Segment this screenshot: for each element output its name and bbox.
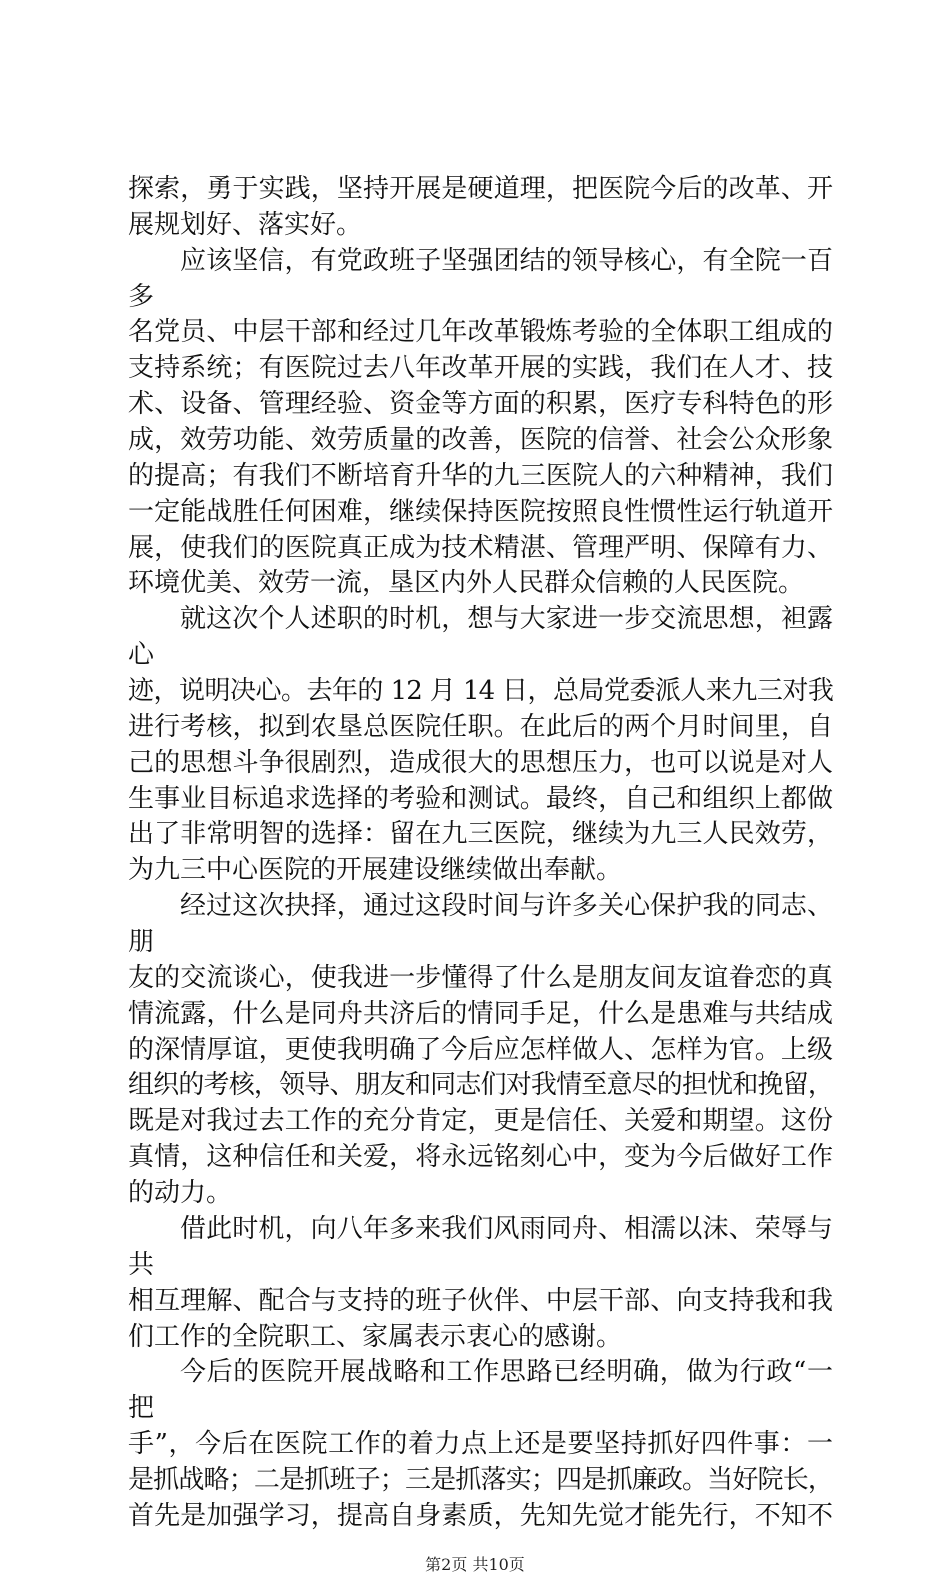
text-line: 探索，勇于实践，坚持开展是硬道理，把医院今后的改革、开: [128, 174, 833, 204]
text-line: 应该坚信，有党政班子坚强团结的领导核心，有全院一百多: [128, 245, 833, 312]
text-line: 一定能战胜任何困难，继续保持医院按照良性惯性运行轨道开: [128, 496, 833, 527]
text-line: 们工作的全院职工、家属表示衷心的感谢。: [128, 1321, 623, 1352]
text-line: 名党员、中层干部和经过几年改革锻炼考验的全体职工组成的: [128, 317, 833, 348]
text-line: 相互理解、配合与支持的班子伙伴、中层干部、向支持我和我: [128, 1285, 833, 1316]
document-body: [128, 0, 833, 1535]
text-line: 是抓战略；二是抓班子；三是抓落实；四是抓廉政。当好院长，: [128, 1464, 833, 1495]
paragraph: [128, 1212, 833, 1355]
paragraph: [128, 1355, 833, 1534]
text-line: 迹，说明决心。去年的 12 月 14 日，总局党委派人来九三对我: [128, 676, 833, 707]
text-line: 首先是加强学习，提高自身素质，先知先觉才能先行，不知不: [128, 1500, 833, 1531]
text-line: 支持系统；有医院过去八年改革开展的实践，我们在人才、技: [128, 353, 833, 384]
text-line: 的动力。: [128, 1178, 233, 1209]
text-line: 己的思想斗争很剧烈，造成很大的思想压力，也可以说是对人: [128, 747, 833, 778]
paragraph: [128, 602, 833, 889]
text-line: 真情，这种信任和关爱，将永远铭刻心中，变为今后做好工作: [128, 1142, 833, 1173]
text-line: 手”，今后在医院工作的着力点上还是要坚持抓好四件事：一: [128, 1429, 833, 1460]
text-line: 的深情厚谊，更使我明确了今后应怎样做人、怎样为官。上级: [128, 1034, 833, 1065]
page-footer: 第2页 共10页: [425, 1554, 525, 1574]
text-line: 组织的考核，领导、朋友和同志们对我情至意尽的担忧和挽留，: [128, 1070, 833, 1101]
text-line: 就这次个人述职的时机，想与大家进一步交流思想，袒露心: [128, 604, 833, 671]
text-line: 出了非常明智的选择：留在九三医院，继续为九三人民效劳，: [128, 819, 833, 850]
text-line: 展，使我们的医院真正成为技术精湛、管理严明、保障有力、: [128, 532, 833, 563]
text-line: 为九三中心医院的开展建设继续做出奉献。: [128, 855, 623, 886]
text-line: 经过这次抉择，通过这段时间与许多关心保护我的同志、朋: [128, 891, 833, 958]
text-line: 展规划好、落实好。: [128, 209, 363, 240]
text-line: 环境优美、效劳一流，垦区内外人民群众信赖的人民医院。: [128, 568, 805, 599]
paragraph: [128, 889, 833, 1212]
paragraph: [128, 244, 833, 603]
text-line: 借此时机，向八年多来我们风雨同舟、相濡以沫、荣辱与共: [128, 1213, 833, 1280]
text-line: 情流露，什么是同舟共济后的情同手足，什么是患难与共结成: [128, 998, 833, 1029]
text-line: 今后的医院开展战略和工作思路已经明确，做为行政“一把: [128, 1357, 833, 1424]
text-line: 既是对我过去工作的充分肯定，更是信任、关爱和期望。这份: [128, 1106, 833, 1137]
text-line: 术、设备、管理经验、资金等方面的积累，医疗专科特色的形: [128, 389, 833, 420]
text-line: 进行考核，拟到农垦总医院任职。在此后的两个月时间里，自: [128, 711, 833, 742]
text-line: 成，效劳功能、效劳质量的改善，医院的信誉、社会公众形象: [128, 425, 833, 456]
text-line: 生事业目标追求选择的考验和测试。最终，自己和组织上都做: [128, 783, 833, 814]
paragraph: [128, 172, 833, 244]
text-line: 的提高；有我们不断培育升华的九三医院人的六种精神，我们: [128, 460, 833, 491]
text-line: 友的交流谈心，使我进一步懂得了什么是朋友间友谊眷恋的真: [128, 962, 833, 993]
